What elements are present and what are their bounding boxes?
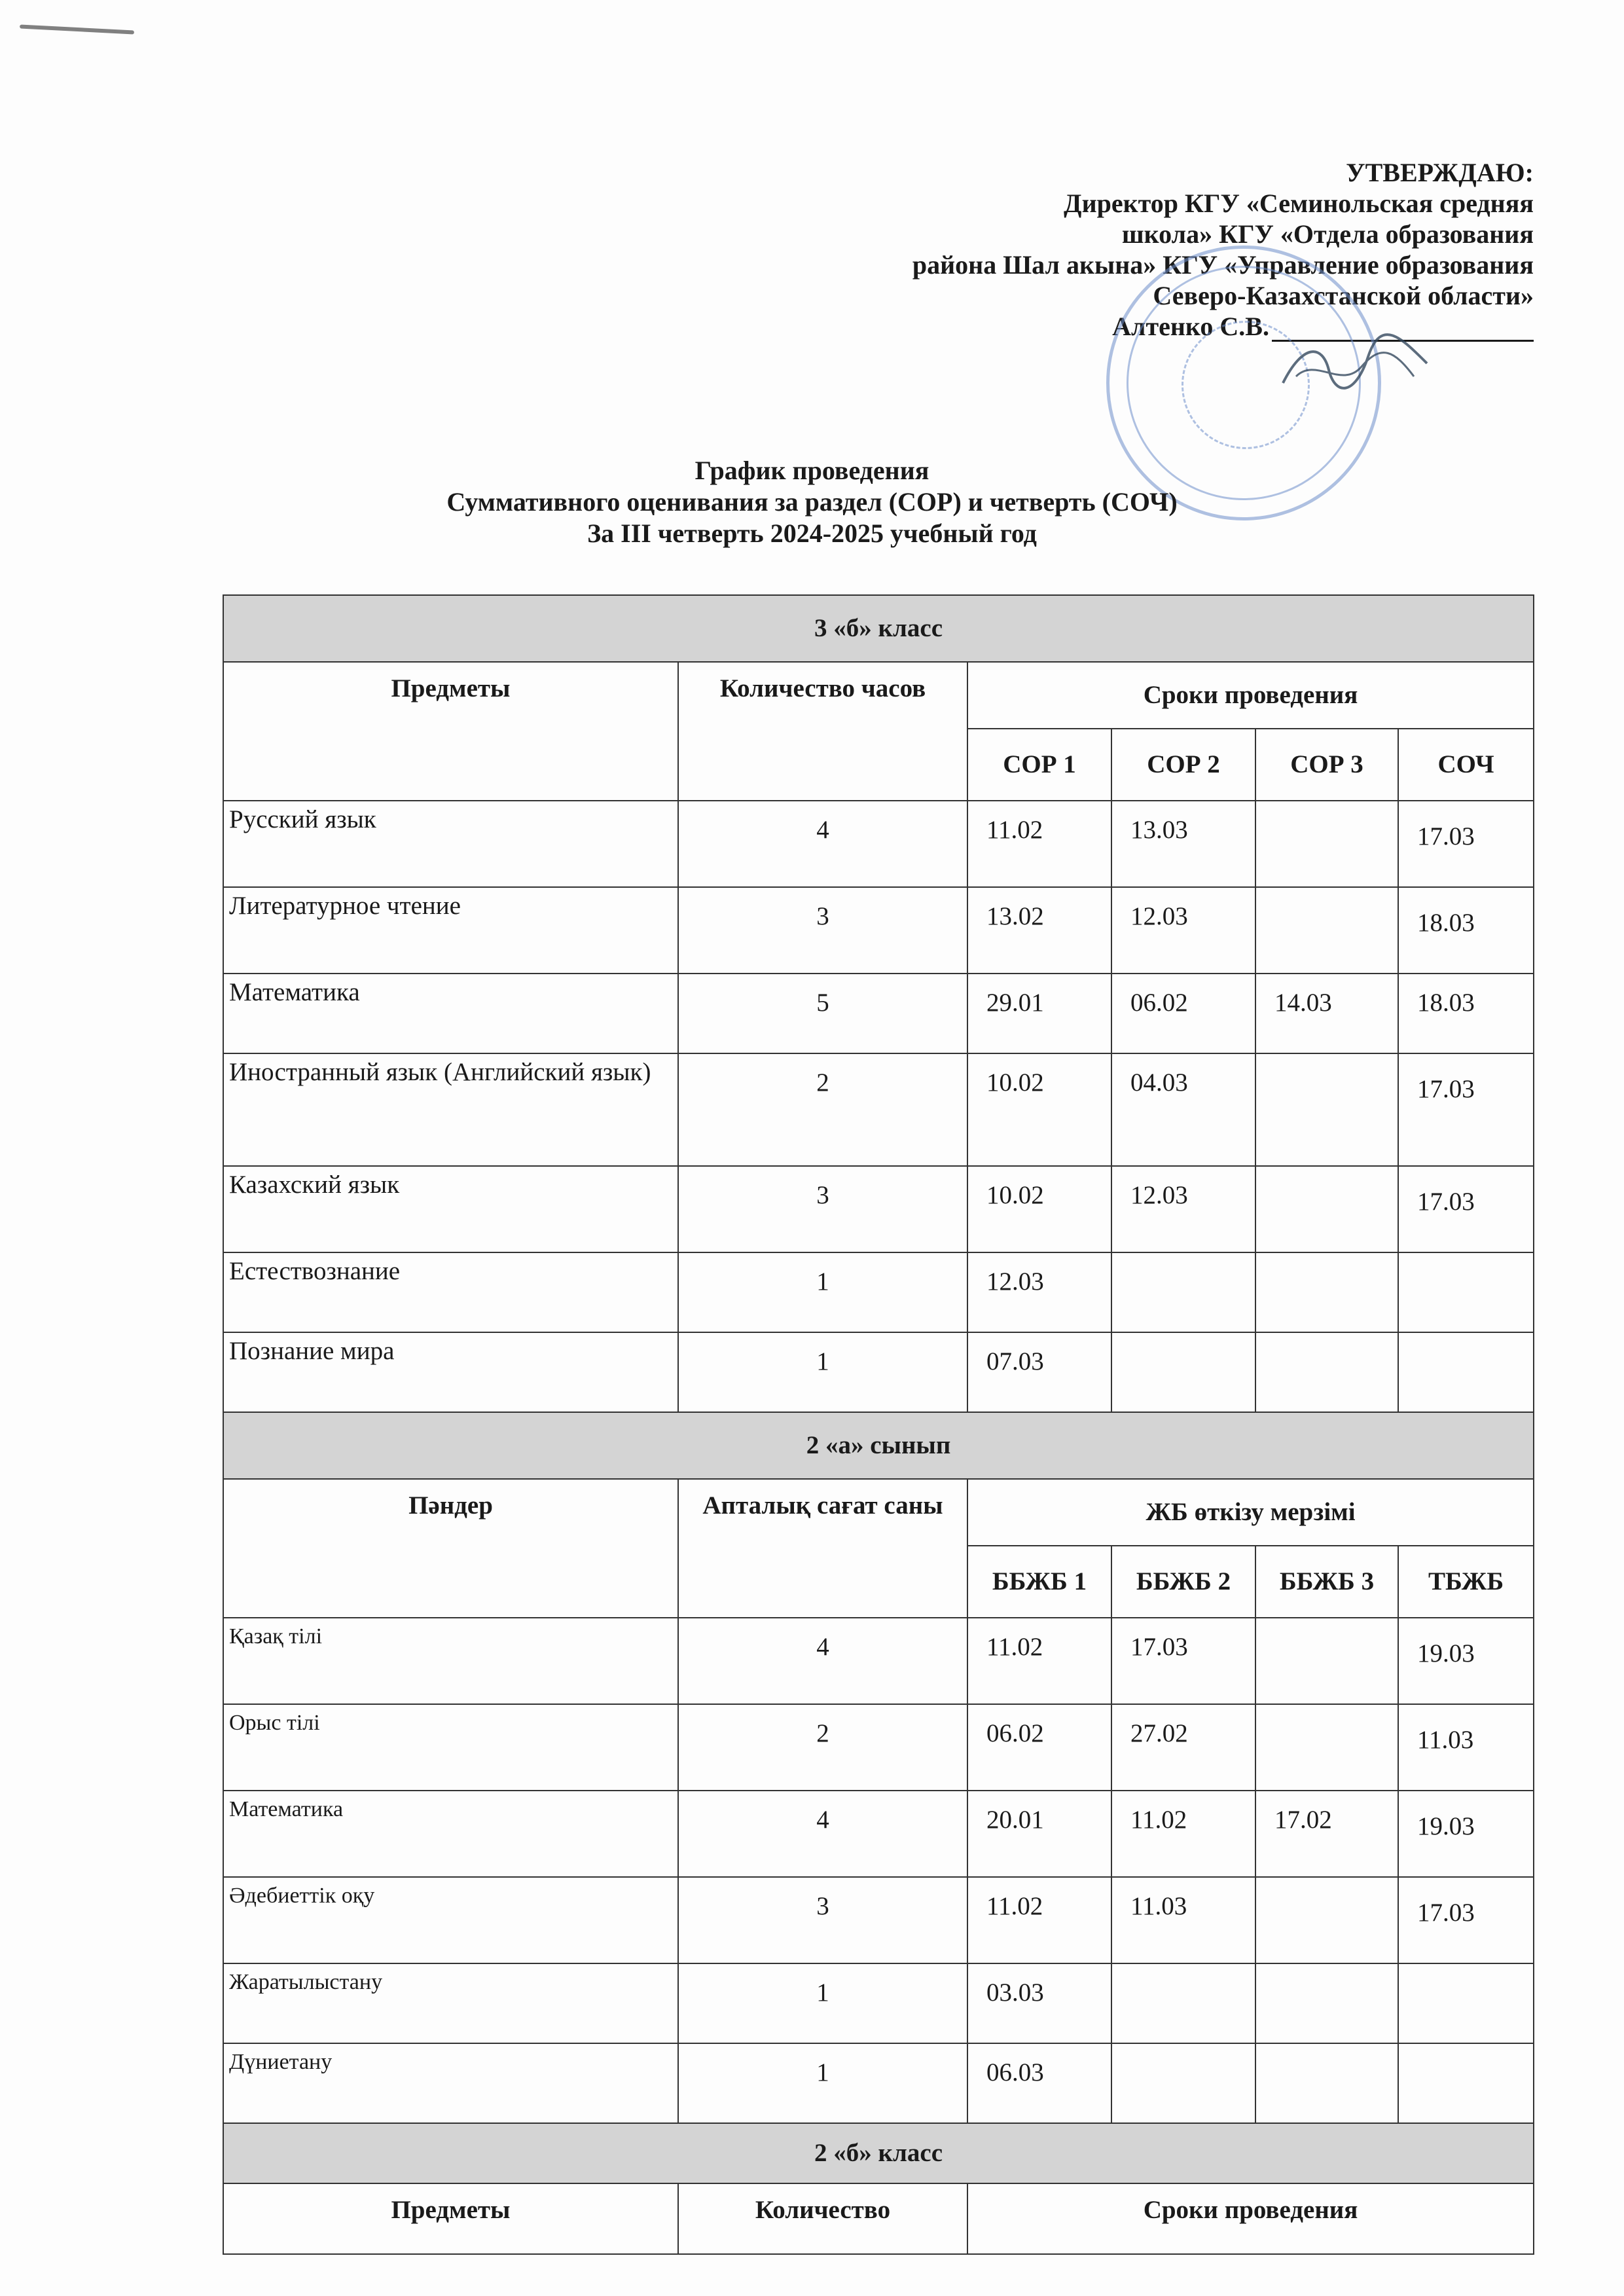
section-2a-title: 2 «а» сынып <box>223 1412 1534 1479</box>
hours-cell: 3 <box>678 887 967 974</box>
date-cell <box>1398 1252 1534 1332</box>
hours-cell: 4 <box>678 801 967 887</box>
subject-cell: Казахский язык <box>223 1166 678 1252</box>
section-2b-title: 2 «б» класс <box>223 2123 1534 2183</box>
section-2a-subcol-2: ББЖБ 2 <box>1111 1546 1255 1618</box>
subject-cell: Әдебиеттік оқу <box>223 1877 678 1963</box>
section-3b-col-subject: Предметы <box>223 662 678 801</box>
date-cell: 19.03 <box>1398 1791 1534 1877</box>
section-2a-subcol-1: ББЖБ 1 <box>967 1546 1111 1618</box>
subject-cell: Иностранный язык (Английский язык) <box>223 1053 678 1166</box>
section-2b-header-row <box>223 2183 1534 2254</box>
table-row <box>223 801 1534 887</box>
date-cell: 07.03 <box>967 1332 1111 1412</box>
subject-cell: Познание мира <box>223 1332 678 1412</box>
hours-cell: 4 <box>678 1618 967 1704</box>
approval-line-4: Северо-Казахстанской области» <box>1153 281 1534 310</box>
date-cell: 17.03 <box>1398 1053 1534 1166</box>
date-cell: 11.02 <box>1111 1791 1255 1877</box>
subject-cell: Русский язык <box>223 801 678 887</box>
table-row <box>223 1791 1534 1877</box>
section-3b-subcol-1: СОР 1 <box>967 729 1111 801</box>
date-cell <box>1111 1963 1255 2043</box>
date-cell: 17.03 <box>1111 1618 1255 1704</box>
date-cell: 13.02 <box>967 887 1111 974</box>
table-row <box>223 1252 1534 1332</box>
date-cell <box>1255 1963 1398 2043</box>
date-cell <box>1255 887 1398 974</box>
section-3b-col-hours: Количество часов <box>678 662 967 801</box>
date-cell <box>1111 2043 1255 2123</box>
date-cell: 19.03 <box>1398 1618 1534 1704</box>
section-3b-subcol-4: СОЧ <box>1398 729 1534 801</box>
table-row <box>223 1704 1534 1791</box>
date-cell <box>1255 1166 1398 1252</box>
date-cell: 11.03 <box>1398 1704 1534 1791</box>
subject-cell: Қазақ тілі <box>223 1618 678 1704</box>
table-row <box>223 1332 1534 1412</box>
date-cell <box>1111 1252 1255 1332</box>
date-cell: 17.03 <box>1398 1166 1534 1252</box>
date-cell: 11.02 <box>967 1618 1111 1704</box>
date-cell: 12.03 <box>967 1252 1111 1332</box>
section-2a-header-row <box>223 1479 1534 1546</box>
date-cell <box>1255 1877 1398 1963</box>
approval-title: УТВЕРЖДАЮ: <box>1346 158 1534 187</box>
date-cell: 11.02 <box>967 801 1111 887</box>
subject-cell: Литературное чтение <box>223 887 678 974</box>
signature-scribble <box>1276 331 1434 403</box>
date-cell: 10.02 <box>967 1053 1111 1166</box>
date-cell: 17.03 <box>1398 801 1534 887</box>
date-cell: 29.01 <box>967 974 1111 1053</box>
section-2b-col-hours: Количество <box>678 2183 967 2254</box>
section-3b-col-dates: Сроки проведения <box>967 662 1534 729</box>
hours-cell: 5 <box>678 974 967 1053</box>
table-row <box>223 887 1534 974</box>
date-cell: 13.03 <box>1111 801 1255 887</box>
date-cell <box>1255 1704 1398 1791</box>
scan-mark <box>20 24 134 34</box>
date-cell <box>1111 1332 1255 1412</box>
date-cell: 17.03 <box>1398 1877 1534 1963</box>
date-cell: 11.02 <box>967 1877 1111 1963</box>
section-3b-title: 3 «б» класс <box>223 595 1534 662</box>
date-cell: 18.03 <box>1398 974 1534 1053</box>
date-cell: 12.03 <box>1111 1166 1255 1252</box>
table-row <box>223 974 1534 1053</box>
table-row <box>223 1618 1534 1704</box>
date-cell <box>1255 1618 1398 1704</box>
hours-cell: 1 <box>678 2043 967 2123</box>
date-cell <box>1255 2043 1398 2123</box>
date-cell: 12.03 <box>1111 887 1255 974</box>
approval-line-2: школа» КГУ «Отдела образования <box>1121 219 1534 249</box>
date-cell: 06.03 <box>967 2043 1111 2123</box>
section-2a-col-hours: Апталық сағат саны <box>678 1479 967 1618</box>
date-cell: 11.03 <box>1111 1877 1255 1963</box>
subject-cell: Жаратылыстану <box>223 1963 678 2043</box>
hours-cell: 1 <box>678 1963 967 2043</box>
date-cell: 06.02 <box>1111 974 1255 1053</box>
assessment-schedule-table <box>223 594 1534 2255</box>
heading-line-3: За III четверть 2024-2025 учебный год <box>587 519 1037 548</box>
heading-line-2: Суммативного оценивания за раздел (СОР) и четверть (СОЧ) <box>446 487 1178 517</box>
table-row <box>223 1877 1534 1963</box>
section-2b-title-row <box>223 2123 1534 2183</box>
hours-cell: 3 <box>678 1877 967 1963</box>
heading-line-1: График проведения <box>695 456 929 485</box>
date-cell: 03.03 <box>967 1963 1111 2043</box>
section-3b-title-row <box>223 595 1534 662</box>
section-3b-header-row <box>223 662 1534 729</box>
section-3b-subcol-3: СОР 3 <box>1255 729 1398 801</box>
table-row <box>223 1053 1534 1166</box>
date-cell <box>1255 801 1398 887</box>
section-2b-col-dates: Сроки проведения <box>967 2183 1534 2254</box>
date-cell: 18.03 <box>1398 887 1534 974</box>
section-2a-subcol-3: ББЖБ 3 <box>1255 1546 1398 1618</box>
approval-block <box>617 157 1534 342</box>
date-cell: 17.02 <box>1255 1791 1398 1877</box>
date-cell <box>1398 1332 1534 1412</box>
approval-line-3: района Шал акына» КГУ «Управление образования <box>912 250 1534 280</box>
subject-cell: Дүниетану <box>223 2043 678 2123</box>
section-2a-title-row <box>223 1412 1534 1479</box>
date-cell: 20.01 <box>967 1791 1111 1877</box>
section-2a-col-subject: Пәндер <box>223 1479 678 1618</box>
subject-cell: Орыс тілі <box>223 1704 678 1791</box>
date-cell: 06.02 <box>967 1704 1111 1791</box>
date-cell <box>1398 2043 1534 2123</box>
date-cell: 14.03 <box>1255 974 1398 1053</box>
table-row <box>223 1166 1534 1252</box>
document-heading <box>0 455 1624 549</box>
table-row <box>223 2043 1534 2123</box>
hours-cell: 2 <box>678 1053 967 1166</box>
hours-cell: 4 <box>678 1791 967 1877</box>
date-cell: 27.02 <box>1111 1704 1255 1791</box>
date-cell <box>1398 1963 1534 2043</box>
subject-cell: Математика <box>223 974 678 1053</box>
date-cell <box>1255 1053 1398 1166</box>
section-2a-subcol-4: ТБЖБ <box>1398 1546 1534 1618</box>
section-2b-col-subject: Предметы <box>223 2183 678 2254</box>
hours-cell: 1 <box>678 1252 967 1332</box>
subject-cell: Естествознание <box>223 1252 678 1332</box>
date-cell: 10.02 <box>967 1166 1111 1252</box>
date-cell <box>1255 1252 1398 1332</box>
subject-cell: Математика <box>223 1791 678 1877</box>
date-cell: 04.03 <box>1111 1053 1255 1166</box>
hours-cell: 1 <box>678 1332 967 1412</box>
section-3b-subcol-2: СОР 2 <box>1111 729 1255 801</box>
table-row <box>223 1963 1534 2043</box>
date-cell <box>1255 1332 1398 1412</box>
hours-cell: 2 <box>678 1704 967 1791</box>
signatory-name: Алтенко С.В. <box>1112 312 1269 341</box>
approval-line-1: Директор КГУ «Семинольская средняя <box>1064 189 1534 218</box>
section-2a-col-dates: ЖБ өткізу мерзімі <box>967 1479 1534 1546</box>
hours-cell: 3 <box>678 1166 967 1252</box>
